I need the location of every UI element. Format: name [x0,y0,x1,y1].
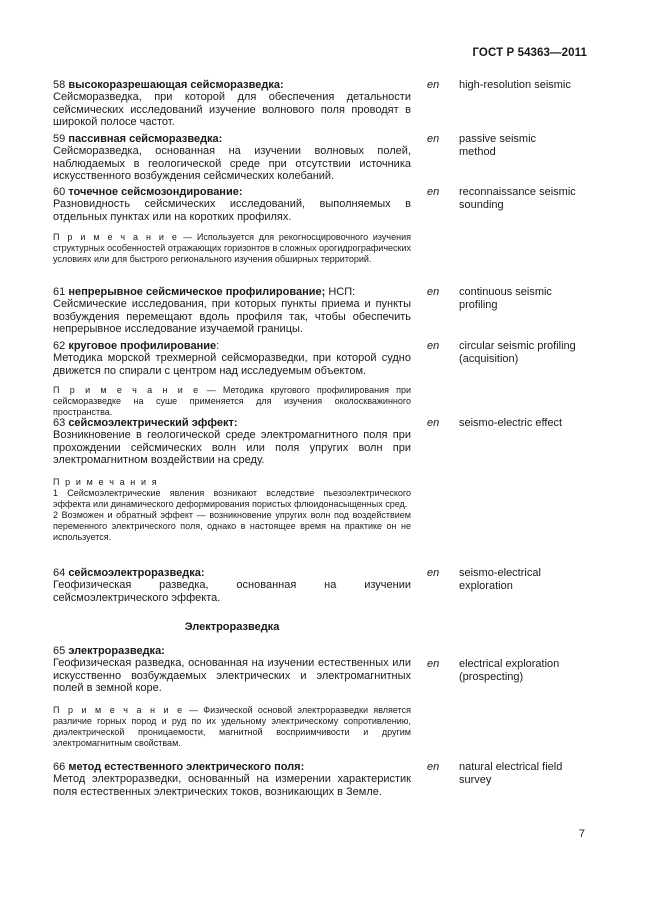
term-title: электроразведка: [68,645,165,657]
note-label: П р и м е ч а н и е [53,232,179,242]
term-definition: Метод электроразведки, основанный на измерении характеристик поля естественных электрических токов, возникающих в Земле. [53,773,411,798]
english-equivalent: reconnaissance seismic sounding [459,186,576,211]
note-text: — Методика кругового профилирования при сейсморазведке на суше применяется для изучения околоскважинного пространства. [53,385,411,418]
term-number: 66 [53,761,66,773]
term-entry-60 [53,186,411,223]
notes-label: П р и м е ч а н и я [53,477,159,487]
term-definition: Разновидность сейсмических исследований, выполняемых в отдельных пунктах или на коротких профилях. [53,198,411,223]
lang-code: en [427,761,440,773]
term-title: сейсмоэлектрический эффект: [68,417,238,429]
page-number: 7 [578,828,585,840]
term-entry-62 [53,340,411,377]
lang-code: en [427,417,440,429]
term-entry-63 [53,417,411,467]
term-title: непрерывное сейсмическое профилирование; [68,286,326,298]
term-notes [53,477,411,544]
term-definition: Сейсморазведка, при которой для обеспечения детальности сейсмических исследований изучение волнового поля проводят в широкой полосе частот. [53,91,411,129]
note-label: П р и м е ч а н и е [53,705,184,715]
term-entry-65 [53,645,411,695]
english-equivalent: electrical exploration (prospecting) [459,658,560,683]
term-definition: Сейсморазведка, основанная на изучении волновых полей, наблюдаемых в геологической среде при отсутствии источника искусственного возбуждения сейсмических колебаний. [53,145,411,183]
term-definition: Геофизическая разведка, основанная на изучении сейсмоэлектрического эффекта. [53,579,411,604]
term-definition: Методика морской трехмерной сейсморазведки, при которой судно движется по спирали с центром над исследуемым объектом. [53,352,411,377]
section-heading: Электроразведка [184,621,280,633]
term-number: 58 [53,79,66,91]
note-item-1: 1 Сейсмоэлектрические явления возникают вследствие пьезоэлектрического эффекта или динамического деформирования пористых флюидонасыщенных сред. [53,488,411,510]
term-definition: Геофизическая разведка, основанная на изучении естественных или искусственно возбуждаемых электрических и электромагнитных полей в земной коре. [53,657,411,695]
term-entry-61 [53,286,411,336]
term-number: 64 [53,567,66,579]
term-number: 65 [53,645,66,657]
english-equivalent: seismo-electric effect [459,417,563,429]
term-title: сейсмоэлектроразведка: [68,567,205,579]
term-number: 62 [53,340,66,352]
lang-code: en [427,340,440,352]
english-equivalent: high-resolution seismic [459,79,571,91]
term-note [53,705,411,749]
term-note [53,232,411,265]
note-item-2: 2 Возможен и обратный эффект — возникновение упругих волн под воздействием переменного электрического поля, однако в настоящее время на практике он не используется. [53,510,411,543]
term-title: метод естественного электрического поля: [68,761,305,773]
term-abbreviation: НСП: [325,286,356,298]
document-header: ГОСТ Р 54363—2011 [472,47,587,59]
term-number: 61 [53,286,66,298]
note-text: — Используется для рекогносцировочного изучения структурных особенностей отражающих горизонтов в сложных орогидрографических условиях или для быстрого регионального изучения обширных территорий. [53,232,411,265]
term-number: 63 [53,417,66,429]
term-number: 59 [53,133,66,145]
note-label: П р и м е ч а н и е [53,385,200,395]
term-number: 60 [53,186,66,198]
note-text: — Физической основой электроразведки является различие горных пород и руд по их удельному электрическому сопротивлению, диэлектрической проницаемости, магнитной восприимчивости и другим электромагнитным свойствам. [53,705,411,749]
term-title: высокоразрешающая сейсморазведка: [68,79,284,91]
term-entry-58 [53,79,411,129]
lang-code: en [427,133,440,145]
lang-code: en [427,658,440,670]
english-equivalent: continuous seismic profiling [459,286,552,311]
english-equivalent: seismo-electrical exploration [459,567,541,592]
term-definition: Возникновение в геологической среде электромагнитного поля при прохождении сейсмических волн или поля упругих волн при электромагнитном воздействии на среду. [53,429,411,467]
term-entry-64 [53,567,411,604]
english-equivalent: natural electrical field survey [459,761,563,786]
english-equivalent: passive seismic method [459,133,537,158]
term-note [53,385,411,418]
lang-code: en [427,186,440,198]
term-entry-66 [53,761,411,798]
term-title: круговое профилирование [68,340,217,352]
lang-code: en [427,567,440,579]
lang-code: en [427,286,440,298]
term-title: пассивная сейсморазведка: [68,133,223,145]
term-title: точечное сейсмозондирование: [68,186,243,198]
term-definition: Сейсмические исследования, при которых пункты приема и пункты возбуждения перемещают вдоль профиля так, чтобы обеспечить непрерывное исследование изучаемой границы. [53,298,411,336]
lang-code: en [427,79,440,91]
term-entry-59 [53,133,411,183]
english-equivalent: circular seismic profiling (acquisition) [459,340,576,365]
term-colon: : [216,340,220,352]
